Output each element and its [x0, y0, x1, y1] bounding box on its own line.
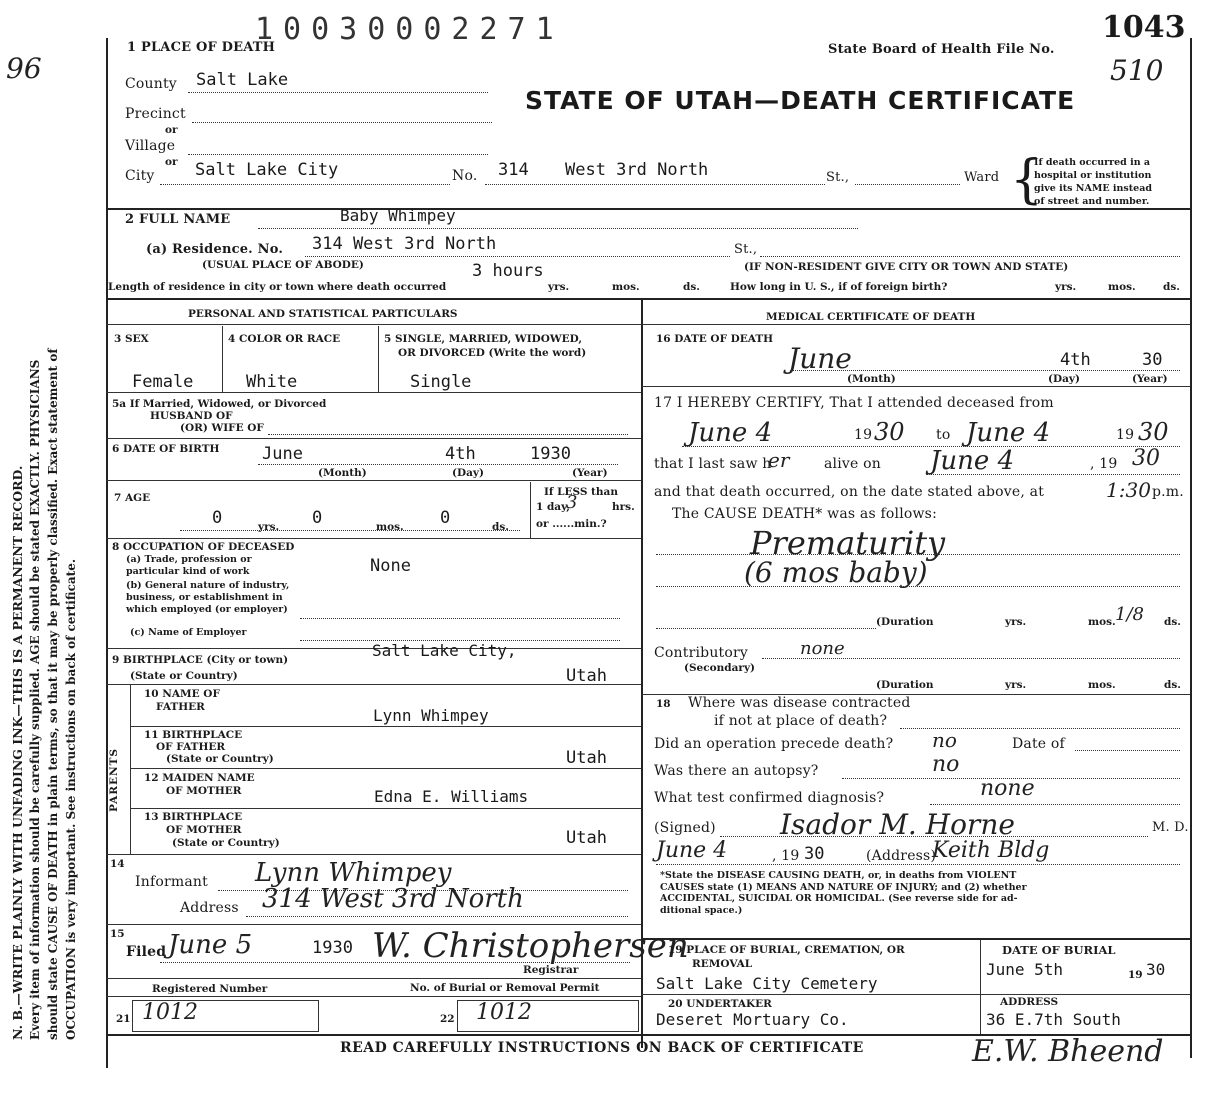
rule-after-sex — [106, 392, 641, 393]
registrar-footer-signature: E.W. Bheend — [972, 1034, 1164, 1069]
or-label-1: or — [165, 124, 178, 136]
signed-label: (Signed) — [654, 820, 716, 836]
mother-birthplace-label-2: OF MOTHER — [166, 824, 242, 836]
stamp-number: 10030002271 — [255, 12, 564, 47]
side-instruction-4: OCCUPATION is very important. See instructions on back of certificate. — [64, 558, 78, 1040]
rule-after-place — [106, 208, 1190, 210]
side-instruction-2: Every item of information should be carefully supplied. AGE should be stated EXACTLY. PHYSICIANS — [28, 359, 42, 1040]
rule-after-dob — [106, 480, 641, 481]
duration-days: 1/8 — [1115, 604, 1144, 625]
item-21: 21 — [116, 1013, 131, 1025]
dob-year-caption: (Year) — [572, 467, 608, 479]
last-saw-year: 30 — [1132, 446, 1160, 471]
undertaker-address: 36 E.7th South — [986, 1010, 1121, 1029]
signer-address: Keith Bldg — [932, 838, 1050, 863]
min-caption: or ......min.? — [536, 518, 607, 530]
us-mos: mos. — [1108, 281, 1136, 293]
sex-value: Female — [132, 372, 194, 392]
institution-note-line: of street and number. — [1034, 196, 1150, 207]
occupation-a-2: particular kind of work — [126, 566, 250, 577]
residence-label: (a) Residence. No. — [146, 242, 284, 257]
occupation-b-1: (b) General nature of industry, — [126, 580, 290, 591]
institution-note-line: hospital or institution — [1034, 170, 1152, 181]
burial-place-label-2: REMOVAL — [692, 958, 753, 970]
attend-from-year: 30 — [874, 418, 905, 446]
rule-above-burial — [641, 938, 1190, 940]
burial-permit-label: No. of Burial or Removal Permit — [410, 982, 600, 994]
birthplace-state-label: (State or Country) — [130, 670, 238, 682]
spouse-label-1: 5a If Married, Widowed, or Divorced — [112, 398, 327, 410]
side-instruction-3: should state CAUSE OF DEATH in plain terms, so that it may be properly classified. Exact statement of — [46, 348, 60, 1040]
signed-year: 30 — [804, 844, 825, 864]
cause-footnote-line: CAUSES state (1) MEANS AND NATURE OF INJURY; and (2) whether — [660, 881, 1027, 893]
contributory-label: Contributory — [654, 645, 748, 661]
full-name-line — [258, 228, 858, 229]
full-name-value: Baby Whimpey — [340, 206, 456, 225]
mother-name: Edna E. Williams — [374, 787, 529, 806]
dod-month: June — [788, 342, 852, 375]
rule-burial-undertaker — [641, 994, 1190, 995]
institution-note-line: If death occurred in a — [1034, 157, 1151, 168]
rule-after-dod — [641, 386, 1190, 387]
us-residence-label: How long in U. S., if of foreign birth? — [730, 281, 948, 293]
spouse-label-2: HUSBAND OF — [150, 410, 233, 422]
filed-label: Filed — [126, 944, 167, 960]
rule-after-father — [130, 726, 641, 727]
rule-under-headers — [106, 324, 1190, 325]
duration-label: (Duration — [876, 616, 934, 628]
rule-after-parents — [106, 854, 641, 855]
duration2-mos: mos. — [1088, 679, 1116, 691]
burial-year: 30 — [1146, 960, 1166, 979]
registered-number: 1012 — [142, 1000, 198, 1025]
personal-header: PERSONAL AND STATISTICAL PARTICULARS — [188, 308, 458, 320]
signed-date: June 4 — [656, 838, 728, 863]
duration-ds: ds. — [1164, 616, 1181, 628]
length-of-residence-value: 3 hours — [472, 261, 544, 281]
death-time: 1:30 — [1106, 478, 1151, 502]
burial-place-label-1: 19 PLACE OF BURIAL, CREMATION, OR — [668, 944, 905, 956]
or-label-2: or — [165, 156, 178, 168]
contributory-value: none — [800, 638, 845, 659]
county-label: County — [125, 76, 177, 92]
dob-day: 4th — [445, 444, 476, 464]
st-label: St., — [826, 170, 850, 185]
mother-label-2: OF MOTHER — [166, 785, 242, 797]
signer-address-line — [656, 864, 1180, 865]
cause-primary: Prematurity — [750, 524, 946, 562]
cause-label: The CAUSE DEATH* was as follows: — [672, 506, 937, 522]
last-saw-label: that I last saw h — [654, 456, 772, 472]
institution-note — [1034, 156, 1152, 208]
dod-year-caption: (Year) — [1132, 373, 1168, 385]
brace-glyph: { — [1010, 150, 1044, 210]
filed-year: 1930 — [312, 938, 353, 958]
contributory-line — [762, 658, 1180, 659]
age-mos-caption: mos. — [376, 521, 404, 533]
marital-label-2: OR DIVORCED (Write the word) — [398, 347, 587, 359]
attend-from: June 4 — [688, 418, 773, 448]
less-label-2: 1 day, — [536, 501, 570, 513]
duration-line — [656, 628, 876, 629]
sex-label: 3 SEX — [114, 333, 149, 345]
md-label: M. D. — [1152, 820, 1189, 835]
last-saw-pronoun: er — [768, 448, 790, 472]
undertaker-address-label: ADDRESS — [1000, 996, 1059, 1008]
attend-to: June 4 — [966, 418, 1051, 448]
informant-name: Lynn Whimpey — [255, 858, 452, 888]
less-label-1: If LESS than — [544, 486, 618, 498]
duration-yrs: yrs. — [1005, 616, 1027, 628]
occupation-line — [300, 618, 620, 619]
registrar-label: Registrar — [523, 964, 579, 976]
rule-after-filed — [106, 978, 641, 979]
rule-after-mother — [130, 808, 641, 809]
occupation-b-3: which employed (or employer) — [126, 604, 288, 615]
parents-divider — [130, 684, 131, 854]
age-label: 7 AGE — [114, 492, 151, 504]
form-left-border — [106, 38, 108, 1068]
cause-footnote — [660, 870, 1027, 916]
file-number: 1043 — [1102, 10, 1186, 45]
autopsy-value: no — [932, 752, 960, 777]
duration-mos: mos. — [1088, 616, 1116, 628]
parents-label: PARENTS — [108, 747, 120, 812]
test-label: What test confirmed diagnosis? — [654, 790, 885, 806]
precinct-label: Precinct — [125, 106, 186, 122]
race-marital-divider — [378, 326, 379, 392]
cause-note: (6 mos baby) — [744, 556, 928, 589]
less-hours: 3 — [566, 492, 578, 513]
duration2-yrs: yrs. — [1005, 679, 1027, 691]
where-contracted-label-2: if not at place of death? — [714, 713, 888, 729]
mother-birthplace-label-1: 13 BIRTHPLACE — [144, 811, 243, 823]
informant-address-label: Address — [180, 900, 239, 916]
usual-abode-label: (USUAL PLACE OF ABODE) — [202, 259, 364, 271]
rule-after-father-birthplace — [130, 768, 641, 769]
full-name-label: 2 FULL NAME — [125, 212, 231, 227]
burial-permit-number: 1012 — [476, 1000, 532, 1025]
operation-value: no — [932, 728, 957, 752]
attend-to-year: 30 — [1138, 418, 1169, 446]
secondary-label: (Secondary) — [684, 662, 756, 674]
race-value: White — [246, 372, 298, 392]
father-label-2: FATHER — [156, 701, 205, 713]
village-label: Village — [125, 138, 176, 154]
burial-place: Salt Lake City Cemetery — [656, 974, 878, 993]
autopsy-label: Was there an autopsy? — [654, 763, 819, 779]
duration2-label: (Duration — [876, 679, 934, 691]
test-value: none — [980, 776, 1035, 801]
street-number: 314 — [498, 160, 529, 180]
cause-footnote-line: *State the DISEASE CAUSING DEATH, or, in deaths from VIOLENT — [660, 870, 1017, 881]
burial-date: June 5th — [986, 960, 1064, 979]
residence-st-label: St., — [734, 242, 758, 257]
dob-day-caption: (Day) — [452, 467, 484, 479]
file-number-label: State Board of Health File No. — [828, 42, 1055, 57]
father-birthplace-label-3: (State or Country) — [166, 753, 274, 765]
ward-line — [855, 184, 960, 185]
sex-race-divider — [222, 326, 223, 392]
age-years: 0 — [212, 508, 223, 528]
item-18: 18 — [656, 698, 671, 710]
dob-year: 1930 — [530, 444, 571, 464]
birthplace-state: Utah — [566, 666, 607, 686]
item-15: 15 — [110, 928, 125, 940]
street-line — [485, 184, 825, 185]
dod-label: 16 DATE OF DEATH — [656, 333, 774, 345]
signed-line — [720, 836, 1148, 837]
county-value: Salt Lake — [196, 70, 289, 90]
institution-note-line: give its NAME instead — [1034, 183, 1152, 194]
rule-after-age — [106, 538, 641, 539]
dob-month: June — [262, 444, 303, 464]
last-saw-date: June 4 — [930, 446, 1015, 476]
ward-label: Ward — [964, 170, 1000, 185]
burial-century: 19 — [1128, 969, 1143, 981]
physician-signature: Isador M. Horne — [780, 808, 1015, 841]
pm-label: p.m. — [1152, 484, 1184, 500]
city-label: City — [125, 168, 155, 184]
age-ds-caption: ds. — [492, 521, 509, 533]
date-of-label: Date of — [1012, 736, 1065, 752]
cause-footnote-line: ditional space.) — [660, 904, 743, 916]
informant-address-line — [246, 916, 628, 917]
occupation-value: None — [370, 556, 411, 576]
signer-address-label: (Address) — [866, 848, 937, 864]
place-of-death-label: 1 PLACE OF DEATH — [127, 40, 276, 55]
certify-label: 17 I HEREBY CERTIFY, That I attended deceased from — [654, 395, 1054, 411]
us-yrs: yrs. — [1055, 281, 1077, 293]
nonresident-label: (IF NON-RESIDENT GIVE CITY OR TOWN AND STATE) — [744, 261, 1069, 273]
item-14: 14 — [110, 858, 125, 870]
medical-header: MEDICAL CERTIFICATE OF DEATH — [766, 311, 976, 323]
marital-value: Single — [410, 372, 472, 392]
rule-under-reg-labels — [106, 996, 641, 997]
hrs-caption: hrs. — [612, 501, 635, 513]
age-yrs-caption: yrs. — [258, 521, 280, 533]
age-months: 0 — [312, 508, 323, 528]
occurred-label: and that death occurred, on the date stated above, at — [654, 484, 1045, 500]
rule-after-birthplace — [106, 684, 641, 685]
attend-from-century: 19 — [854, 427, 873, 443]
corner-mark: 96 — [6, 52, 42, 85]
length-ds: ds. — [683, 281, 700, 293]
informant-address: 314 West 3rd North — [262, 884, 524, 914]
length-yrs: yrs. — [548, 281, 570, 293]
cause-footnote-line: ACCIDENTAL, SUICIDAL OR HOMICIDAL. (See reverse side for ad- — [660, 893, 1018, 904]
item-22: 22 — [440, 1013, 455, 1025]
father-birthplace-label-1: 11 BIRTHPLACE — [144, 729, 243, 741]
residence-value: 314 West 3rd North — [312, 234, 497, 254]
form-right-border — [1190, 38, 1192, 1058]
test-line — [930, 804, 1180, 805]
attend-to-century: 19 — [1116, 427, 1135, 443]
age-line — [180, 530, 520, 531]
mother-birthplace: Utah — [566, 828, 607, 848]
dod-month-caption: (Month) — [847, 373, 896, 385]
dob-line — [258, 464, 618, 465]
rule-after-name — [106, 298, 1190, 300]
document-title: STATE OF UTAH—DEATH CERTIFICATE — [525, 86, 1076, 115]
dod-day-caption: (Day) — [1048, 373, 1080, 385]
last-saw-line — [926, 474, 1180, 475]
us-ds: ds. — [1163, 281, 1180, 293]
burial-date-label: DATE OF BURIAL — [1002, 943, 1116, 957]
dob-month-caption: (Month) — [318, 467, 367, 479]
burial-divider — [980, 940, 981, 1034]
spouse-label-3: (OR) WIFE OF — [180, 422, 264, 434]
length-of-residence-label: Length of residence in city or town where death occurred — [108, 281, 447, 293]
father-label-1: 10 NAME OF — [144, 688, 220, 700]
registrar-signature: W. Christophersen — [372, 926, 689, 966]
cause-line-1 — [656, 554, 1180, 555]
race-label: 4 COLOR OR RACE — [228, 333, 341, 345]
last-saw-century: , 19 — [1090, 456, 1118, 472]
street-name: West 3rd North — [565, 160, 709, 180]
birthplace-city: Salt Lake City, — [372, 641, 517, 660]
village-line — [188, 154, 488, 155]
city-value: Salt Lake City — [195, 160, 339, 180]
age-days: 0 — [440, 508, 451, 528]
residence-city-line — [760, 256, 1180, 257]
precinct-line — [192, 122, 492, 123]
operation-date-line — [1075, 750, 1180, 751]
dob-label: 6 DATE OF BIRTH — [112, 443, 220, 455]
footer-instructions: READ CAREFULLY INSTRUCTIONS ON BACK OF CERTIFICATE — [340, 1040, 864, 1056]
city-line — [160, 184, 450, 185]
where-contracted-label-1: Where was disease contracted — [688, 695, 911, 711]
undertaker-value: Deseret Mortuary Co. — [656, 1010, 849, 1029]
informant-label: Informant — [135, 874, 208, 890]
dod-day: 4th — [1060, 350, 1091, 370]
father-birthplace: Utah — [566, 748, 607, 768]
county-line — [188, 92, 488, 93]
alive-on-label: alive on — [824, 456, 881, 472]
dod-year: 30 — [1142, 350, 1163, 370]
operation-label: Did an operation precede death? — [654, 736, 894, 752]
undertaker-label: 20 UNDERTAKER — [668, 998, 772, 1010]
spouse-line — [268, 434, 628, 435]
rule-after-informant — [106, 924, 641, 925]
registered-number-label: Registered Number — [152, 983, 268, 995]
filed-date: June 5 — [168, 930, 253, 960]
father-birthplace-label-2: OF FATHER — [156, 741, 226, 753]
occupation-b-2: business, or establishment in — [126, 592, 283, 603]
age-divider — [530, 482, 531, 538]
occupation-a-1: (a) Trade, profession or — [126, 554, 252, 565]
filed-line — [160, 962, 630, 963]
signed-century: , 19 — [772, 848, 800, 864]
marital-label-1: 5 SINGLE, MARRIED, WIDOWED, — [384, 333, 583, 345]
father-name: Lynn Whimpey — [373, 706, 489, 725]
dod-line — [790, 370, 1180, 371]
file-number-handwritten: 510 — [1110, 54, 1164, 87]
cause-line-2 — [656, 586, 1180, 587]
side-instruction-1: N. B.—WRITE PLAINLY WITH UNFADING INK—THIS IS A PERMANENT RECORD. — [10, 465, 25, 1040]
occupation-c: (c) Name of Employer — [130, 627, 247, 638]
occupation-label: 8 OCCUPATION OF DECEASED — [112, 541, 295, 553]
street-no-label: No. — [452, 168, 478, 184]
duration2-ds: ds. — [1164, 679, 1181, 691]
rule-after-spouse — [106, 438, 641, 439]
mother-birthplace-label-3: (State or Country) — [172, 837, 280, 849]
birthplace-label: 9 BIRTHPLACE (City or town) — [112, 654, 289, 666]
mother-label-1: 12 MAIDEN NAME — [144, 772, 255, 784]
length-mos: mos. — [612, 281, 640, 293]
to-label: to — [936, 427, 951, 443]
residence-line — [305, 256, 730, 257]
